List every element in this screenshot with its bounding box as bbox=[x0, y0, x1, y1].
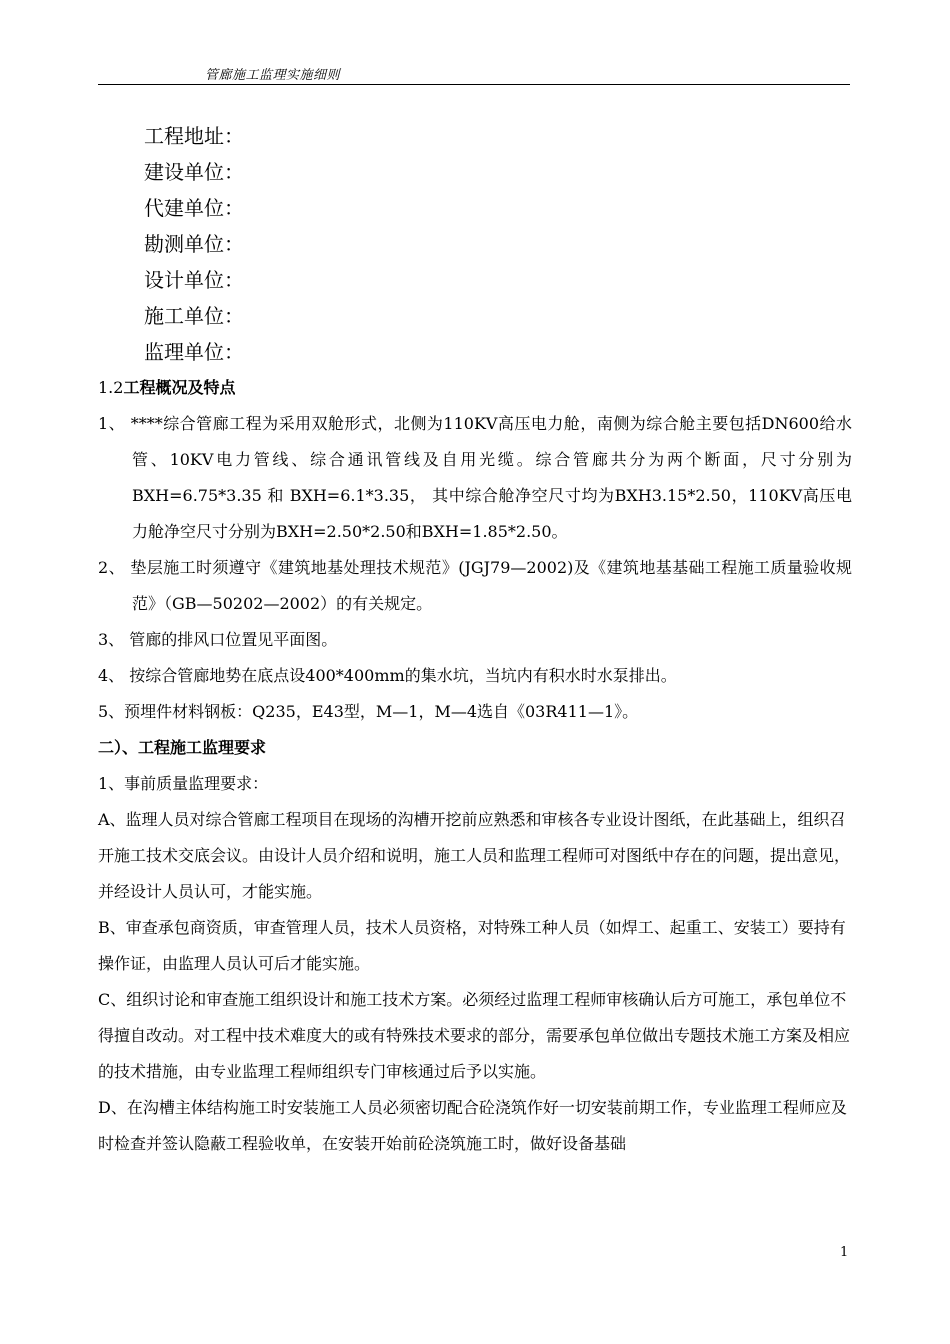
paragraph: C、组织讨论和审查施工组织设计和施工技术方案。必须经过监理工程师审核确认后方可施工，承包单位不得擅自改动。对工程中技术难度大的或有特殊技术要求的部分，需要承包单位做出专题技术施工方案及相应的技术措施，由专业监理工程师组织专门审核通过后予以实施。 bbox=[98, 990, 851, 1081]
paragraph: B、审查承包商资质，审查管理人员，技术人员资格，对特殊工种人员（如焊工、起重工、安装工）要持有操作证，由监理人员认可后才能实施。 bbox=[98, 918, 846, 973]
document-body bbox=[98, 118, 852, 1162]
header-title: 管廊施工监理实施细则 bbox=[205, 68, 341, 83]
paragraph: A、监理人员对综合管廊工程项目在现场的沟槽开挖前应熟悉和审核各专业设计图纸，在此基础上，组织召开施工技术交底会议。由设计人员介绍和说明，施工人员和监理工程师可对图纸中存在的问题，提出意见，并经设计人员认可，才能实施。 bbox=[98, 810, 851, 901]
section-2-subtitle: 1、事前质量监理要求： bbox=[98, 774, 269, 793]
paragraph: D、在沟槽主体结构施工时安装施工人员必须密切配合砼浇筑作好一切安装前期工作，专业监理工程师应及时检查并签认隐蔽工程验收单，在安装开始前砼浇筑施工时，做好设备基础 bbox=[98, 1098, 847, 1153]
field-construction-unit: 建设单位： bbox=[144, 160, 244, 184]
list-item: 3、 管廊的排风口位置见平面图。 bbox=[98, 630, 338, 649]
section-1-2-number: 1.2 bbox=[98, 378, 124, 397]
list-item: 1、 ****综合管廊工程为采用双舱形式，北侧为110KV高压电力舱，南侧为综合舱主要包括DN600给水管、10KV电力管线、综合通讯管线及自用光缆。综合管廊共分为两个断面，尺寸分别为 BXH=6.75*3.35 和 BXH=6.1*3.35， 其中综合舱净空尺寸均为BXH3.15*2.50，110KV高压电力舱净空尺寸分别为BXH=2.50*2.50和BXH=1.85*2.50。 bbox=[98, 414, 852, 541]
field-survey-unit: 勘测单位： bbox=[144, 232, 244, 256]
page-number: 1 bbox=[840, 1245, 849, 1260]
field-agent-construction-unit: 代建单位： bbox=[144, 196, 244, 220]
section-1-2-heading bbox=[98, 370, 852, 406]
section-1-2-title: 工程概况及特点 bbox=[123, 378, 236, 397]
list-item: 2、 垫层施工时须遵守《建筑地基处理技术规范》(JGJ79—2002)及《建筑地基基础工程施工质量验收规范》（GB—50202—2002）的有关规定。 bbox=[98, 558, 852, 613]
list-item: 5、预埋件材料钢板：Q235，E43型，M—1，M—4选自《03R411—1》。 bbox=[98, 702, 639, 721]
section-2-heading: 二）、工程施工监理要求 bbox=[98, 738, 267, 757]
list-item: 4、 按综合管廊地势在底点设400*400mm的集水坑，当坑内有积水时水泵排出。 bbox=[98, 666, 677, 685]
field-project-address: 工程地址： bbox=[144, 124, 244, 148]
field-design-unit: 设计单位： bbox=[144, 268, 244, 292]
field-builder-unit: 施工单位： bbox=[144, 304, 244, 328]
page-header bbox=[98, 62, 850, 85]
field-supervision-unit: 监理单位： bbox=[144, 340, 244, 364]
